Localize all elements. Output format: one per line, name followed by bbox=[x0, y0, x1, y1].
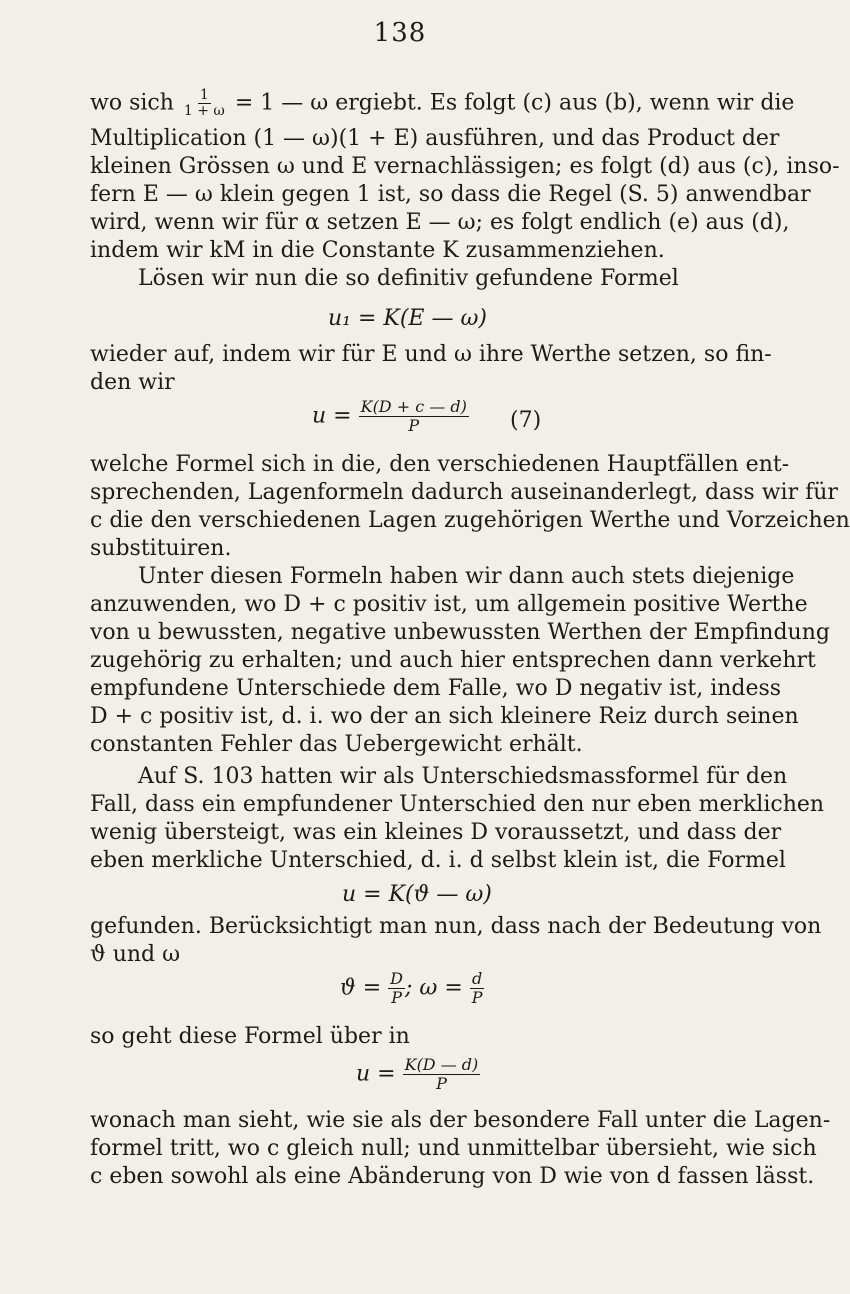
text-line: ϑ und ω bbox=[90, 942, 181, 967]
text-line: wenig übersteigt, was ein kleines D voraussetzt, und dass der bbox=[90, 820, 782, 845]
text-line: den wir bbox=[90, 370, 175, 395]
text-line-1 bbox=[90, 87, 795, 119]
formula-4-fraction-b bbox=[470, 970, 485, 1007]
text-line: welche Formel sich in die, den verschiedenen Hauptfällen ent- bbox=[90, 452, 790, 477]
formula-5-denominator: P bbox=[436, 1074, 447, 1093]
formula-7-lhs: u = bbox=[312, 403, 352, 429]
text-line: empfundene Unterschiede dem Falle, wo D negativ ist, indess bbox=[90, 676, 782, 701]
text-line: so geht diese Formel über in bbox=[90, 1024, 410, 1049]
inline-fraction-numerator: 1 bbox=[199, 87, 209, 103]
text-line: wonach man sieht, wie sie als der besondere Fall unter die Lagen- bbox=[90, 1108, 831, 1133]
equation-number: (7) bbox=[510, 408, 542, 433]
text-line: Auf S. 103 hatten wir als Unterschiedsmassformel für den bbox=[138, 764, 788, 789]
formula-7-denominator: P bbox=[408, 416, 420, 435]
text-line: substituiren. bbox=[90, 536, 232, 561]
text-line: sprechenden, Lagenformeln dadurch auseinanderlegt, dass wir für bbox=[90, 480, 838, 505]
formula-7 bbox=[312, 398, 469, 435]
text-line: formel tritt, wo c gleich null; und unmittelbar übersieht, wie sich bbox=[90, 1136, 817, 1161]
formula-5-lhs: u = bbox=[356, 1061, 396, 1087]
formula-5-numerator: K(D — d) bbox=[404, 1055, 479, 1074]
formula-4-denominator-a: P bbox=[391, 988, 402, 1007]
formula-5-fraction bbox=[403, 1056, 481, 1093]
formula-4-numerator-a: D bbox=[390, 969, 403, 988]
text-line: anzuwenden, wo D + c positiv ist, um allgemein positive Werthe bbox=[90, 592, 808, 617]
inline-fraction-denominator: 1 + ω bbox=[183, 103, 225, 119]
line1-lead: wo sich bbox=[90, 90, 174, 116]
formula-3: u = K(ϑ — ω) bbox=[342, 882, 492, 907]
formula-4-numerator-b: d bbox=[472, 969, 483, 988]
formula-7-fraction bbox=[359, 398, 469, 435]
text-line: Unter diesen Formeln haben wir dann auch stets diejenige bbox=[138, 564, 795, 589]
formula-4-separator: ; ω = bbox=[404, 975, 463, 1001]
text-line: gefunden. Berücksichtigt man nun, dass nach der Bedeutung von bbox=[90, 914, 822, 939]
text-line: wieder auf, indem wir für E und ω ihre Werthe setzen, so fin- bbox=[90, 342, 772, 367]
text-line: kleinen Grössen ω und E vernachlässigen; es folgt (d) aus (c), inso- bbox=[90, 154, 840, 179]
formula-4 bbox=[340, 970, 485, 1007]
formula-7-numerator: K(D + c — d) bbox=[360, 397, 467, 416]
text-line: wird, wenn wir für α setzen E — ω; es folgt endlich (e) aus (d), bbox=[90, 210, 790, 235]
formula-4-denominator-b: P bbox=[471, 988, 483, 1007]
line1-rest: = 1 — ω ergiebt. Es folgt (c) aus (b), wenn wir die bbox=[234, 90, 795, 116]
text-line: indem wir kM in die Constante K zusammenziehen. bbox=[90, 238, 665, 263]
page-number: 138 bbox=[373, 18, 427, 48]
text-line: von u bewussten, negative unbewussten Werthen der Empfindung bbox=[90, 620, 830, 645]
text-line: fern E — ω klein gegen 1 ist, so dass die Regel (S. 5) anwendbar bbox=[90, 182, 811, 207]
inline-fraction bbox=[184, 88, 225, 119]
text-line: zugehörig zu erhalten; und auch hier entsprechen dann verkehrt bbox=[90, 648, 816, 673]
formula-4-fraction-a bbox=[388, 970, 405, 1007]
text-line: Lösen wir nun die so definitiv gefundene Formel bbox=[138, 266, 679, 291]
text-line: eben merkliche Unterschied, d. i. d selbst klein ist, die Formel bbox=[90, 848, 786, 873]
text-line: constanten Fehler das Uebergewicht erhält. bbox=[90, 732, 583, 757]
formula-1: u₁ = K(E — ω) bbox=[328, 306, 487, 331]
formula-5 bbox=[356, 1056, 480, 1093]
formula-4-lhs: ϑ = bbox=[340, 975, 382, 1001]
text-line: Fall, dass ein empfundener Unterschied den nur eben merklichen bbox=[90, 792, 825, 817]
text-line: D + c positiv ist, d. i. wo der an sich kleinere Reiz durch seinen bbox=[90, 704, 799, 729]
text-line: c eben sowohl als eine Abänderung von D wie von d fassen lässt. bbox=[90, 1164, 815, 1189]
text-line: c die den verschiedenen Lagen zugehörigen Werthe und Vorzeichen bbox=[90, 508, 850, 533]
text-line: Multiplication (1 — ω)(1 + E) ausführen, und das Product der bbox=[90, 126, 780, 151]
